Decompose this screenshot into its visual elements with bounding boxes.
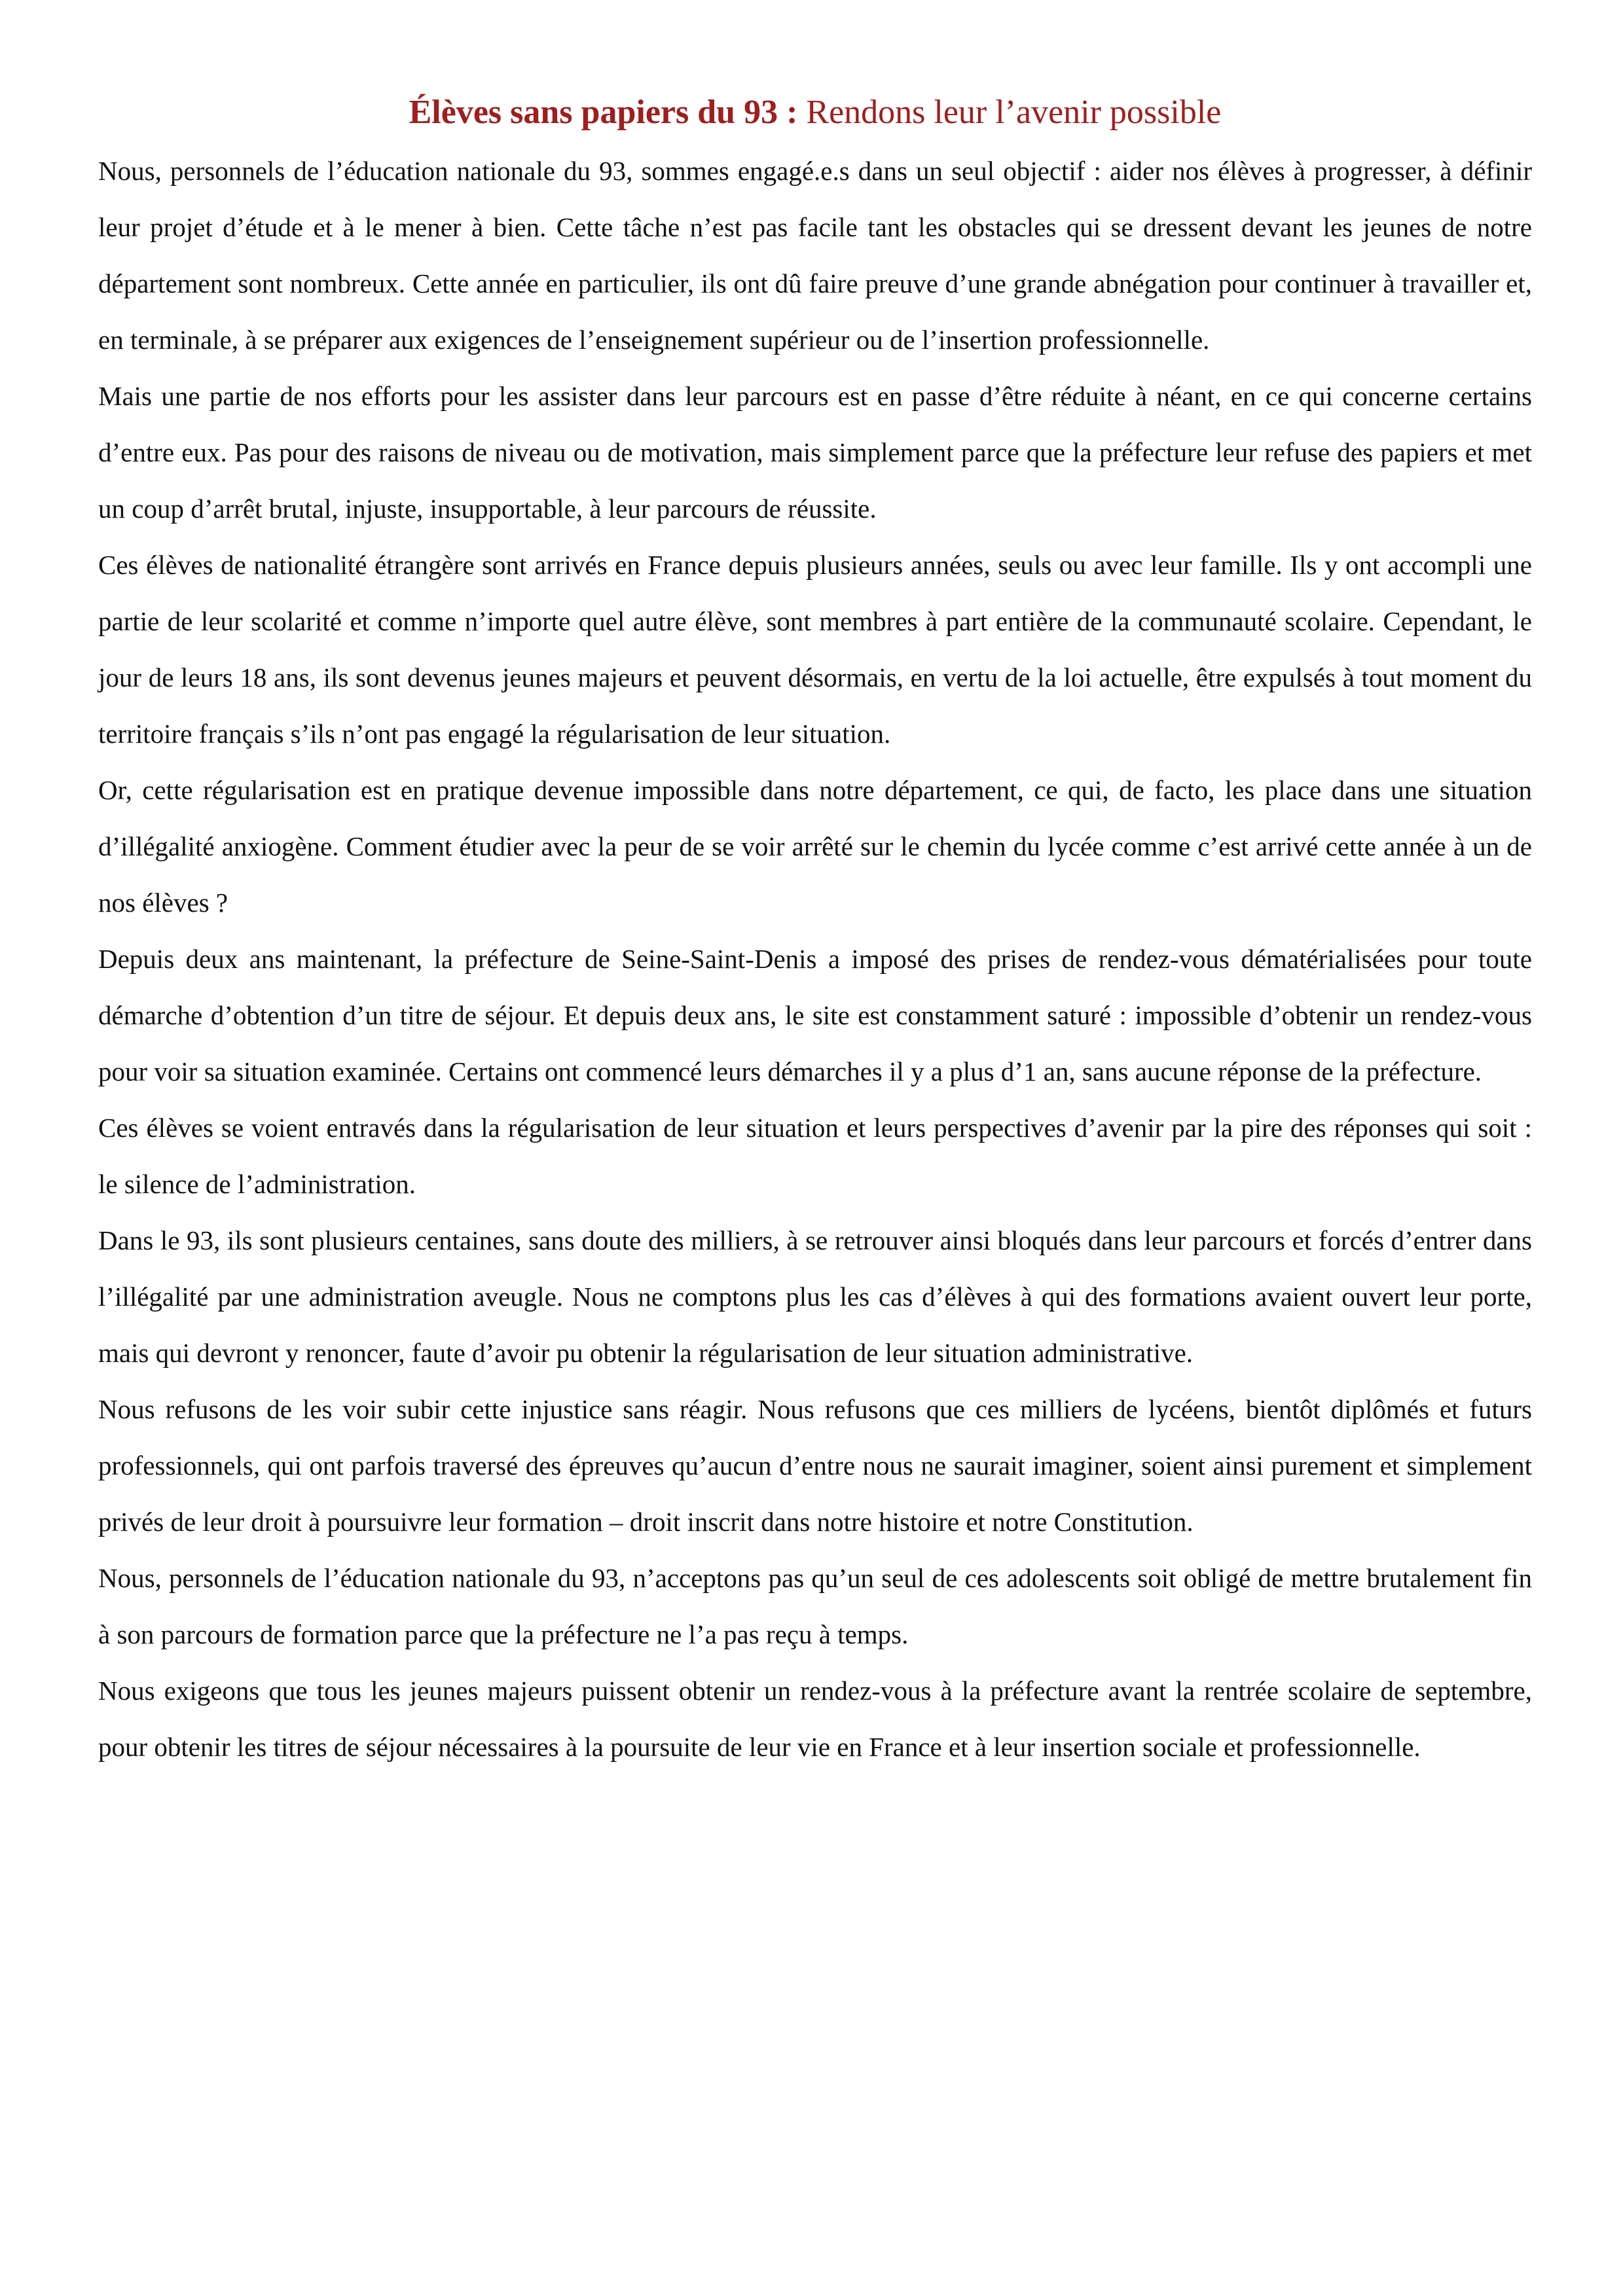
paragraph-1: Nous, personnels de l’éducation nationale du 93, sommes engagé.e.s dans un seul objectif : aider nos élèves à progresser, à définir leur projet d’étude et à le mener à bien. Cette tâche n’est pas facile tant les obstacles qui se dressent devant les jeunes de notre département sont nombreux. Cette année en particulier, ils ont dû faire preuve d’une grande abnégation pour continuer à travailler et, en terminale, à se préparer aux exigences de l’enseignement supérieur ou de l’insertion professionnelle. [98, 156, 1532, 355]
paragraph-4: Or, cette régularisation est en pratique devenue impossible dans notre département, ce qui, de facto, les place dans une situation d’illégalité anxiogène. Comment étudier avec la peur de se voir arrêté sur le chemin du lycée comme c’est arrivé cette année à un de nos élèves ? [98, 775, 1532, 918]
document-page [98, 92, 1532, 1775]
title-bold-part: Élèves sans papiers du 93 : [409, 94, 798, 131]
title-subtitle-part: Rendons leur l’avenir possible [806, 94, 1222, 131]
document-title [98, 92, 1532, 134]
paragraph-7: Dans le 93, ils sont plusieurs centaines, sans doute des milliers, à se retrouver ainsi bloqués dans leur parcours et forcés d’entrer dans l’illégalité par une administration aveugle. Nous ne comptons plus les cas d’élèves à qui des formations avaient ouvert leur porte, mais qui devront y renoncer, faute d’avoir pu obtenir la régularisation de leur situation administrative. [98, 1225, 1532, 1368]
paragraph-2: Mais une partie de nos efforts pour les assister dans leur parcours est en passe d’être réduite à néant, en ce qui concerne certains d’entre eux. Pas pour des raisons de niveau ou de motivation, mais simplement parce que la préfecture leur refuse des papiers et met un coup d’arrêt brutal, injuste, insupportable, à leur parcours de réussite. [98, 381, 1532, 524]
paragraph-10: Nous exigeons que tous les jeunes majeurs puissent obtenir un rendez-vous à la préfecture avant la rentrée scolaire de septembre, pour obtenir les titres de séjour nécessaires à la poursuite de leur vie en France et à leur insertion sociale et professionnelle. [98, 1676, 1532, 1762]
paragraph-3: Ces élèves de nationalité étrangère sont arrivés en France depuis plusieurs années, seuls ou avec leur famille. Ils y ont accompli une partie de leur scolarité et comme n’importe quel autre élève, sont membres à part entière de la communauté scolaire. Cependant, le jour de leurs 18 ans, ils sont devenus jeunes majeurs et peuvent désormais, en vertu de la loi actuelle, être expulsés à tout moment du territoire français s’ils n’ont pas engagé la régularisation de leur situation. [98, 550, 1532, 749]
paragraph-9: Nous, personnels de l’éducation nationale du 93, n’acceptons pas qu’un seul de ces adolescents soit obligé de mettre brutalement fin à son parcours de formation parce que la préfecture ne l’a pas reçu à temps. [98, 1563, 1532, 1649]
paragraph-6: Ces élèves se voient entravés dans la régularisation de leur situation et leurs perspectives d’avenir par la pire des réponses qui soit : le silence de l’administration. [98, 1113, 1532, 1199]
paragraph-8: Nous refusons de les voir subir cette injustice sans réagir. Nous refusons que ces milliers de lycéens, bientôt diplômés et futurs professionnels, qui ont parfois traversé des épreuves qu’aucun d’entre nous ne saurait imaginer, soient ainsi purement et simplement privés de leur droit à poursuivre leur formation – droit inscrit dans notre histoire et notre Constitution. [98, 1394, 1532, 1537]
paragraph-5: Depuis deux ans maintenant, la préfecture de Seine-Saint-Denis a imposé des prises de rendez-vous dématérialisées pour toute démarche d’obtention d’un titre de séjour. Et depuis deux ans, le site est constamment saturé : impossible d’obtenir un rendez-vous pour voir sa situation examinée. Certains ont commencé leurs démarches il y a plus d’1 an, sans aucune réponse de la préfecture. [98, 944, 1532, 1086]
